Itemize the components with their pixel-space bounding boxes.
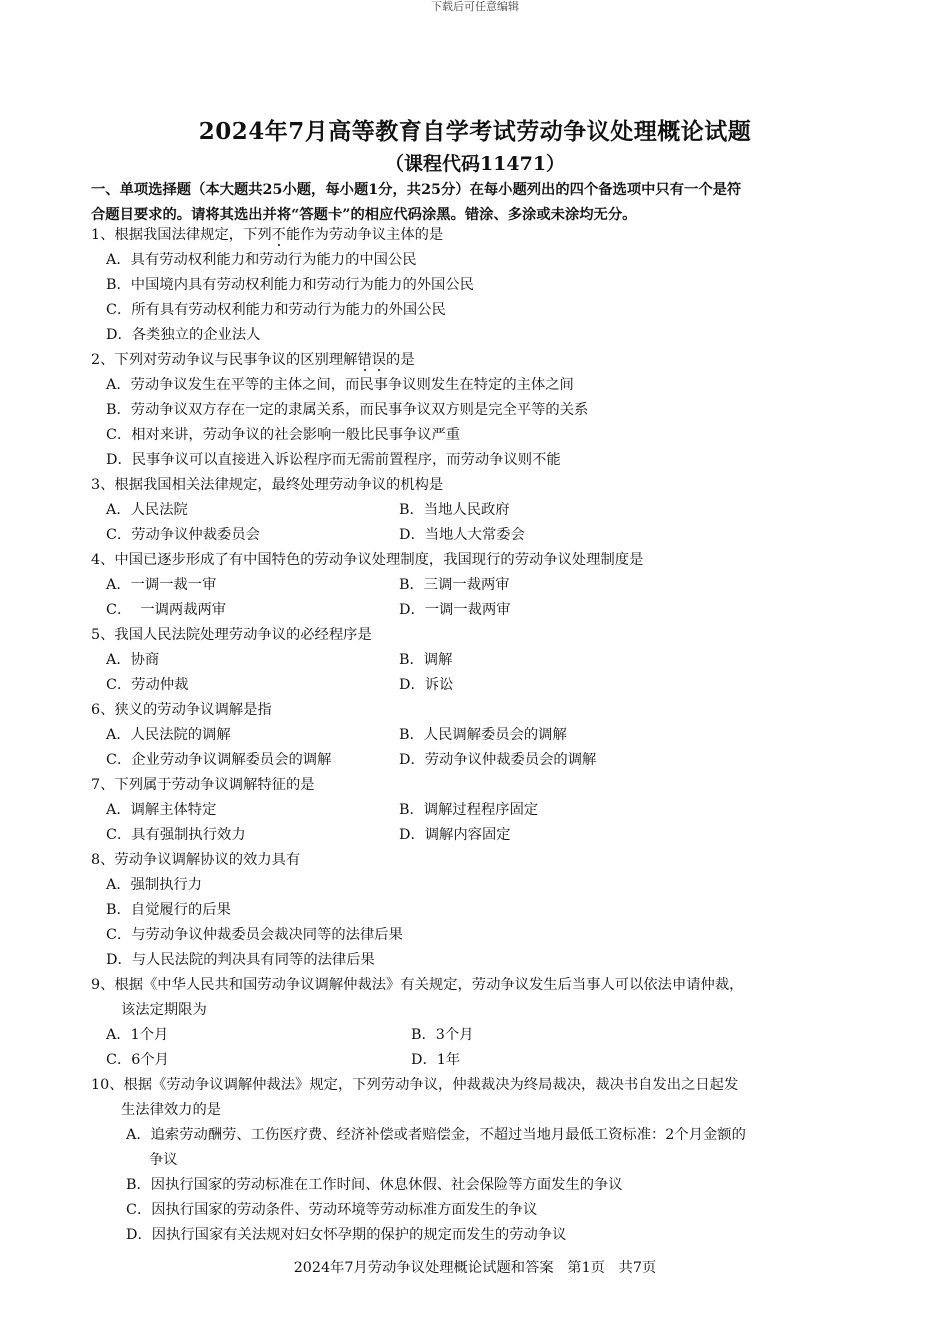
option-row [91,798,866,823]
section-heading-line-1: 一、单项选择题（本大题共25小题，每小题1分，共25分）在每小题列出的四个备选项中只有一个是符 [91,182,742,198]
option: D．1年 [411,1052,461,1068]
option: A．协商 [106,652,160,668]
question-2-stem [91,348,866,373]
course-code: （课程代码11471） [384,153,566,175]
question-9-stem-cont: 该法定期限为 [121,1002,207,1018]
question-10-stem: 10、根据《劳动争议调解仲裁法》规定，下列劳动争议，仲裁裁决为终局裁决，裁决书自发出之日起发 [91,1077,739,1093]
option: A．人民法院 [106,502,188,518]
option-row [91,498,866,523]
download-note: 下载后可任意编辑 [431,0,519,13]
option-row [91,523,866,548]
option: A．1个月 [106,1027,169,1043]
option: B．三调一裁两审 [399,577,510,593]
option: A．强制执行力 [106,877,203,893]
question-8-stem: 8、劳动争议调解协议的效力具有 [91,852,301,868]
option: D．与人民法院的判决具有同等的法律后果 [106,952,375,968]
option: C．相对来讲，劳动争议的社会影响一般比民事争议严重 [106,427,461,443]
option: D．调解内容固定 [399,827,511,843]
option: D．劳动争议仲裁委员会的调解 [399,752,597,768]
stem-text: 能 [285,227,301,243]
option: C． 一调两裁两审 [106,602,227,618]
stem-text: 作为劳动争议主体的是 [300,227,444,243]
question-4-stem: 4、中国已逐步形成了有中国特色的劳动争议处理制度，我国现行的劳动争议处理制度是 [91,552,644,568]
section-heading-line-2: 合题目要求的。请将其选出并将“答题卡”的相应代码涂黑。错涂、多涂或未涂均无分。 [91,207,637,223]
option: B．中国境内具有劳动权利能力和劳动行为能力的外国公民 [106,277,474,293]
option-row [91,823,866,848]
emphasis-char: 不 [271,227,286,243]
option: A．调解主体特定 [106,802,217,818]
question-7-stem: 7、下列属于劳动争议调解特征的是 [91,777,315,793]
option: B．调解过程程序固定 [399,802,539,818]
option: C．因执行国家的劳动条件、劳动环境等劳动标准方面发生的争议 [126,1202,538,1218]
option: C．6个月 [106,1052,169,1068]
option-row [91,648,866,673]
question-10-stem-cont: 生法律效力的是 [121,1102,222,1118]
option-row [91,598,866,623]
option-row [91,1048,866,1073]
option: D．一调一裁两审 [399,602,511,618]
option: B．自觉履行的后果 [106,902,231,918]
option: B．当地人民政府 [399,502,510,518]
questions [91,223,866,1248]
section-heading [91,178,866,228]
stem-text: 1、根据我国法律规定，下列 [91,227,272,243]
emphasis-char: 误 [371,352,387,368]
option: A．具有劳动权利能力和劳动行为能力的中国公民 [106,252,417,268]
emphasis-char: 错 [357,352,372,368]
stem-text: 的是 [386,352,415,368]
option: D．诉讼 [399,677,454,693]
option: B．劳动争议双方存在一定的隶属关系，而民事争议双方则是完全平等的关系 [106,402,589,418]
option: D．因执行国家有关法规对妇女怀孕期的保护的规定而发生的劳动争议 [126,1227,567,1243]
option-row [91,748,866,773]
option: A．一调一裁一审 [106,577,217,593]
option: D．当地人大常委会 [399,527,525,543]
question-3-stem: 3、根据我国相关法律规定，最终处理劳动争议的机构是 [91,477,444,493]
question-1-stem [91,223,866,248]
option: C．所有具有劳动权利能力和劳动行为能力的外国公民 [106,302,446,318]
exam-title: 2024年7月高等教育自学考试劳动争议处理概论试题 [198,118,752,145]
option-row [91,673,866,698]
stem-text: 2、下列对劳动争议与民事争议的区别理解 [91,352,358,368]
option: D．各类独立的企业法人 [106,327,261,343]
option: B．人民调解委员会的调解 [399,727,567,743]
option: A．人民法院的调解 [106,727,231,743]
question-9-stem: 9、根据《中华人民共和国劳动争议调解仲裁法》有关规定，劳动争议发生后当事人可以依法申请仲裁， [91,977,744,993]
option: B．调解 [399,652,453,668]
option-cont: 争议 [149,1152,178,1168]
option: D．民事争议可以直接进入诉讼程序而无需前置程序，而劳动争议则不能 [106,452,561,468]
option: A．追索劳动酬劳、工伤医疗费、经济补偿或者赔偿金，不超过当地月最低工资标准：2个月金额的 [126,1127,746,1143]
option-row [91,723,866,748]
question-6-stem: 6、狭义的劳动争议调解是指 [91,702,272,718]
question-5-stem: 5、我国人民法院处理劳动争议的必经程序是 [91,627,372,643]
option-row [91,573,866,598]
option: B．因执行国家的劳动标准在工作时间、休息休假、社会保险等方面发生的争议 [126,1177,623,1193]
option: A．劳动争议发生在平等的主体之间，而民事争议则发生在特定的主体之间 [106,377,574,393]
option: C．企业劳动争议调解委员会的调解 [106,752,332,768]
option: C．与劳动争议仲裁委员会裁决同等的法律后果 [106,927,403,943]
page-footer: 2024年7月劳动争议处理概论试题和答案 第1页 共7页 [293,1260,657,1276]
option: C．具有强制执行效力 [106,827,246,843]
option-row [91,1023,866,1048]
option: B．3个月 [411,1027,474,1043]
option: C．劳动仲裁 [106,677,189,693]
option: C．劳动争议仲裁委员会 [106,527,260,543]
